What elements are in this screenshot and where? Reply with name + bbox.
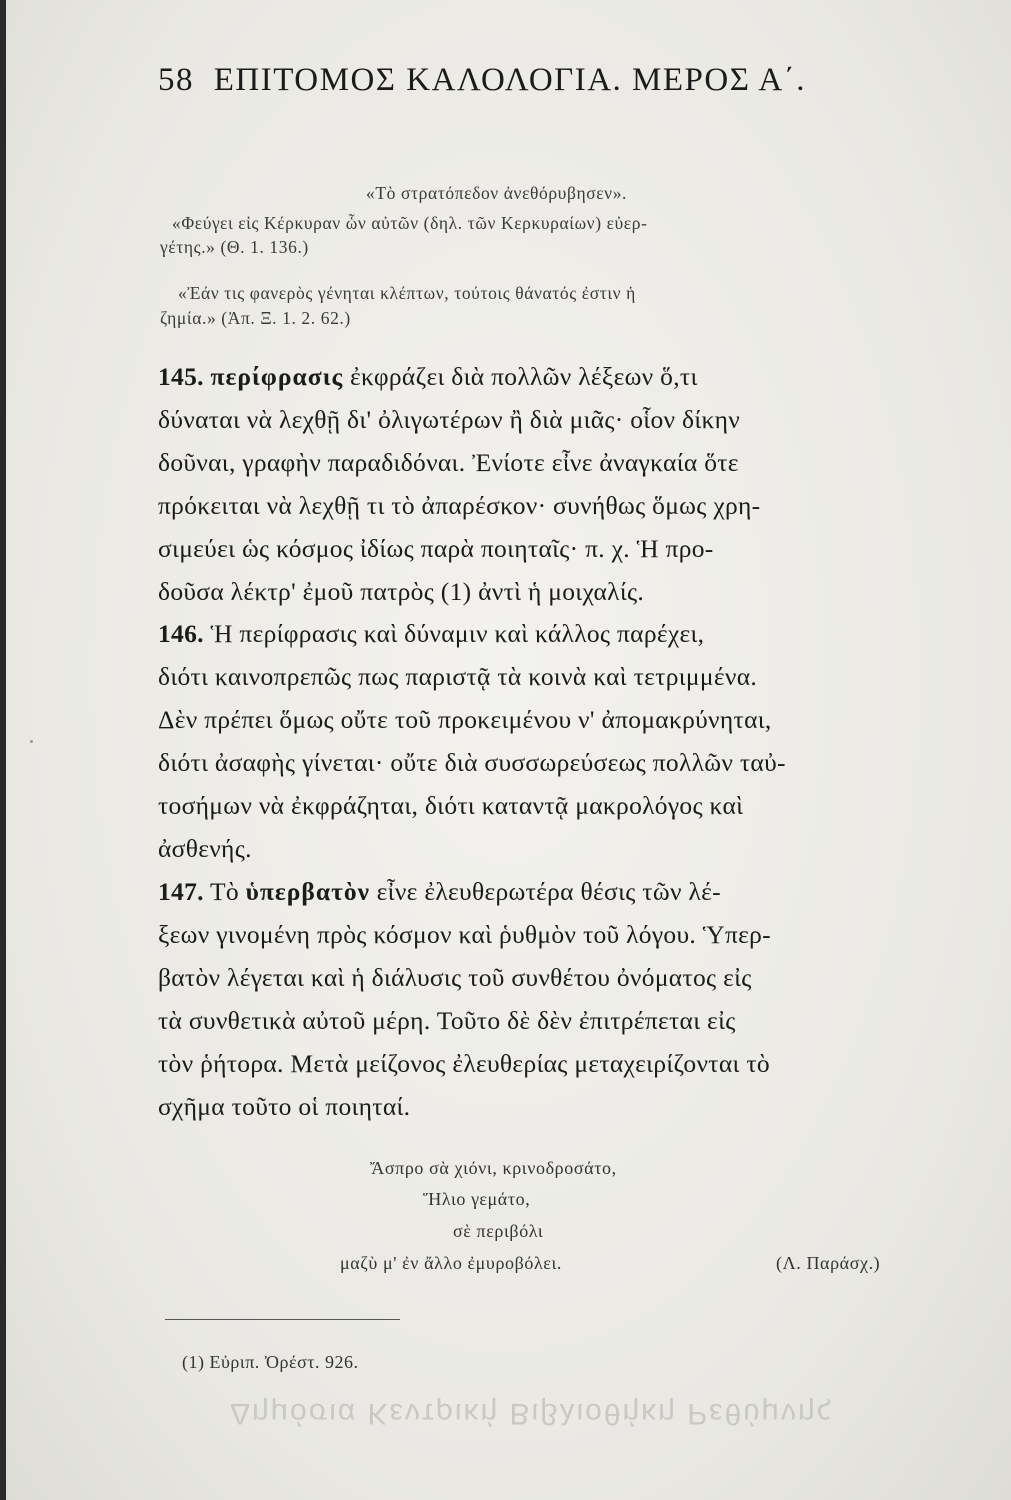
library-stamp: Δημόσια Κεντρική Βιβλιοθήκη Ρεθύμνης: [230, 1397, 834, 1430]
paragraph-146-line: διότι ἀσαφὴς γίνεται· οὔτε διὰ συσσωρεύσεως πολλῶν ταὐ-: [158, 748, 786, 777]
example-line: «Φεύγει εἰς Κέρκυραν ὧν αὐτῶν (δηλ. τῶν Κερκυραίων) εὐερ-: [172, 213, 648, 233]
paragraph-146-line: τοσήμων νὰ ἐκφράζηται, διότι καταντᾷ μακρολόγος καὶ: [158, 791, 744, 820]
example-line: «Τὸ στρατόπεδον ἀνεθόρυβησεν».: [366, 183, 628, 203]
poem-line: Ἥλιο γεμάτο,: [423, 1189, 531, 1209]
footnote: (1) Εὐριπ. Ὀρέστ. 926.: [182, 1352, 359, 1372]
poem-line: Ἄσπρο σὰ χιόνι, κρινοδροσάτο,: [370, 1158, 617, 1178]
paragraph-145-line: δύναται νὰ λεχθῇ δι' ὀλιγωτέρων ἢ διὰ μιᾶς· οἷον δίκην: [158, 405, 741, 434]
page-number: 58: [158, 62, 194, 98]
paragraph-145-line: δοῦναι, γραφὴν παραδιδόναι. Ἐνίοτε εἶνε ἀναγκαία ὅτε: [158, 448, 739, 477]
paragraph-146-line: ἀσθενής.: [158, 834, 252, 863]
example-line: ζημία.» (Ἀπ. Ξ. 1. 2. 62.): [160, 308, 351, 328]
page-header: [158, 62, 938, 99]
scan-edge: [0, 0, 6, 1500]
paragraph-147-line: τὸν ῥήτορα. Μετὰ μείζονος ἐλευθερίας μεταχειρίζονται τὸ: [158, 1049, 770, 1078]
example-line: γέτης.» (Θ. 1. 136.): [160, 237, 309, 257]
poem-attribution: (Λ. Παράσχ.): [776, 1253, 881, 1273]
paragraph-147-line: σχῆμα τοῦτο οἱ ποιηταί.: [158, 1092, 411, 1121]
section-number: 146.: [158, 619, 204, 648]
running-title: ΕΠΙΤΟΜΟΣ ΚΑΛΟΛΟΓΙΑ. ΜΕΡΟΣ Α΄.: [213, 62, 806, 98]
paragraph-146-line: Δὲν πρέπει ὅμως οὔτε τοῦ προκειμένου ν' ἀπομακρύνηται,: [158, 705, 772, 734]
paragraph-147-line: 147. Τὸ ὑπερβατὸν εἶνε ἐλευθερωτέρα θέσις τῶν λέ-: [158, 877, 721, 906]
paragraph-145-line: 145. περίφρασις ἐκφράζει διὰ πολλῶν λέξεων ὅ,τι: [158, 362, 698, 391]
paragraph-147-line: ξεων γινομένη πρὸς κόσμον καὶ ῥυθμὸν τοῦ λόγου. Ὑπερ-: [158, 920, 771, 949]
paragraph-146-line: διότι καινοπρεπῶς πως παριστᾷ τὰ κοινὰ καὶ τετριμμένα.: [158, 662, 758, 691]
defined-term: ὑπερβατὸν: [245, 877, 370, 906]
footnote-divider: [165, 1319, 400, 1320]
paragraph-146-line: 146. Ἡ περίφρασις καὶ δύναμιν καὶ κάλλος παρέχει,: [158, 619, 705, 648]
paragraph-145-line: πρόκειται νὰ λεχθῇ τι τὸ ἀπαρέσκον· συνήθως ὅμως χρη-: [158, 491, 761, 520]
paragraph-145-line: δοῦσα λέκτρ' ἐμοῦ πατρὸς (1) ἀντὶ ἡ μοιχαλίς.: [158, 577, 645, 606]
poem-line: μαζὺ μ' ἐν ἄλλο ἐμυροβόλει.: [340, 1253, 563, 1273]
example-line: «Ἐάν τις φανερὸς γένηται κλέπτων, τούτοις θάνατός ἐστιν ἡ: [178, 283, 636, 303]
section-number: 147.: [158, 877, 204, 906]
section-number: 145.: [158, 362, 204, 391]
poem-line: σὲ περιβόλι: [453, 1221, 544, 1241]
paragraph-147-line: τὰ συνθετικὰ αὐτοῦ μέρη. Τοῦτο δὲ δὲν ἐπιτρέπεται εἰς: [158, 1006, 736, 1035]
paragraph-145-line: σιμεύει ὡς κόσμος ἰδίως παρὰ ποιηταῖς· π. χ. Ἡ προ-: [158, 534, 714, 563]
paragraph-147-line: βατὸν λέγεται καὶ ἡ διάλυσις τοῦ συνθέτου ὀνόματος εἰς: [158, 963, 752, 992]
scan-speck: [30, 740, 33, 743]
defined-term: περίφρασις: [210, 362, 344, 391]
